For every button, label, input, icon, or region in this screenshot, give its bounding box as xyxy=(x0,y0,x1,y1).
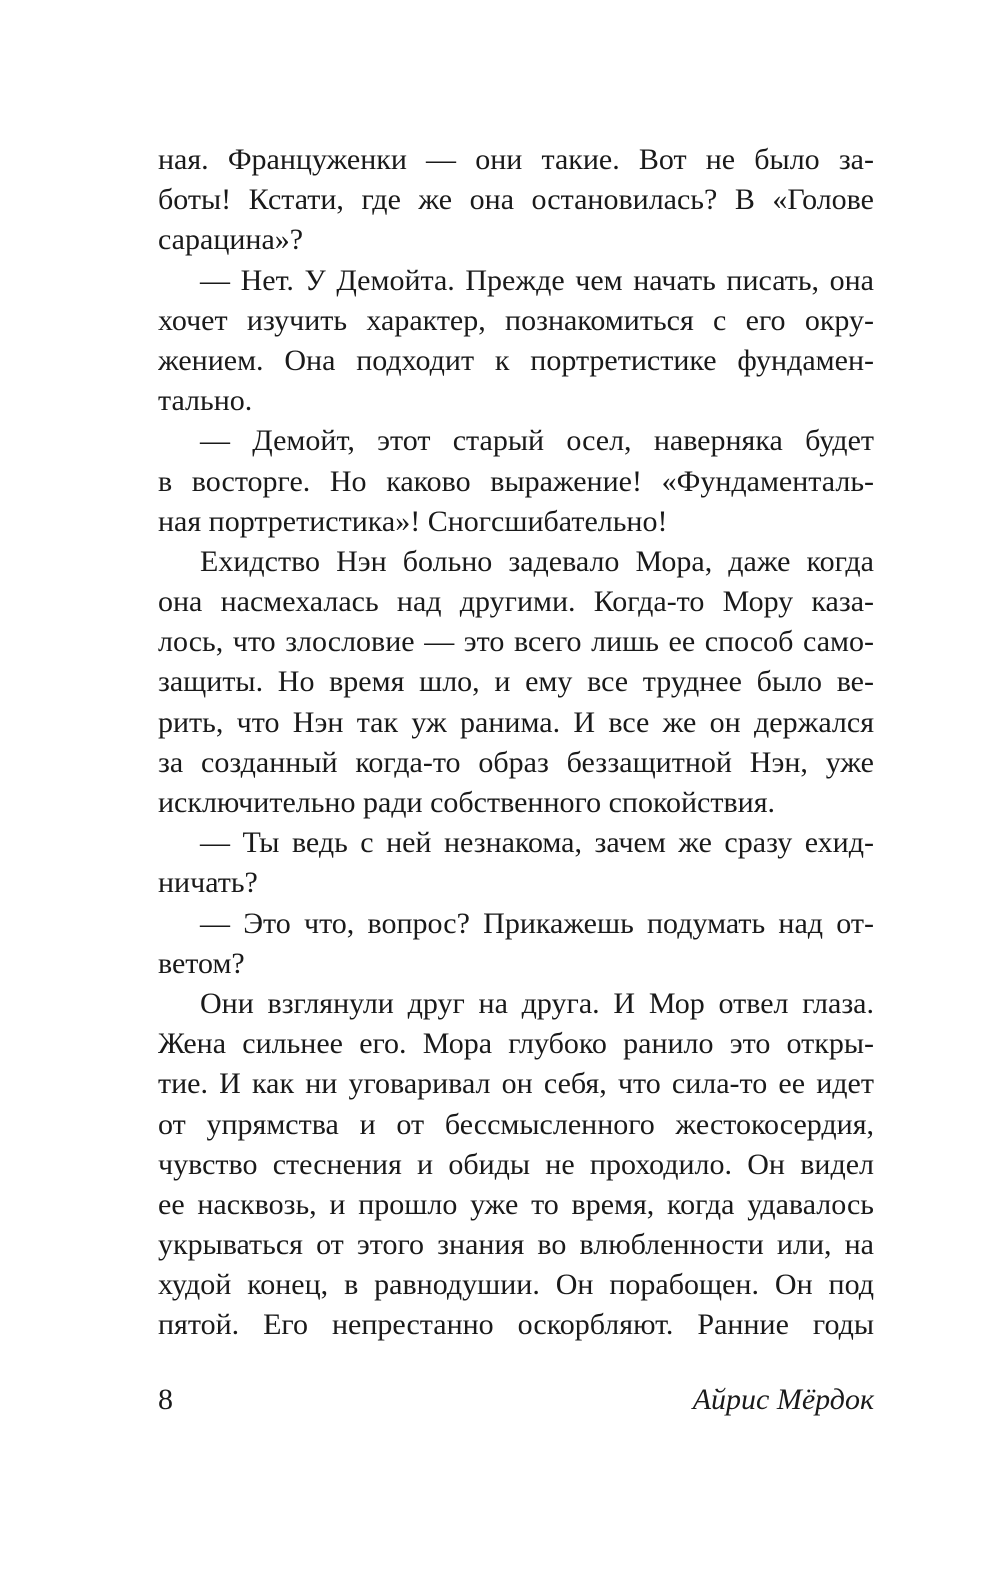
page-footer xyxy=(158,1380,874,1420)
text-line: сарацина»? xyxy=(158,223,304,257)
text-line: ничать? xyxy=(158,866,258,900)
text-line: рить, что Нэн так уж ранима. И все же он держался xyxy=(158,705,874,739)
text-line: боты! Кстати, где же она остановилась? В «Голове xyxy=(158,183,874,217)
text-line: — Это что, вопрос? Прикажешь подумать над от- xyxy=(200,906,874,940)
text-line: — Демойт, этот старый осел, наверняка будет xyxy=(200,424,874,458)
text-line: защиты. Но время шло, и ему все труднее было ве- xyxy=(158,665,874,699)
text-line: худой конец, в равнодушии. Он порабощен. Он под xyxy=(158,1268,874,1302)
text-line: лось, что злословие — это всего лишь ее способ само- xyxy=(158,625,874,659)
text-line: ветом? xyxy=(158,946,245,980)
text-line: в восторге. Но каково выражение! «Фундаменталь- xyxy=(158,464,874,498)
text-line: ная. Француженки — они такие. Вот не было за- xyxy=(158,143,874,176)
page-number: 8 xyxy=(158,1383,173,1416)
text-line: — Нет. У Демойта. Прежде чем начать писать, она xyxy=(200,263,874,297)
text-line: — Ты ведь с ней незнакома, зачем же сразу ехид- xyxy=(200,826,874,860)
text-line: Ехидство Нэн больно задевало Мора, даже когда xyxy=(200,544,874,578)
text-line: ная портретистика»! Сногсшибательно! xyxy=(158,504,668,538)
text-line: Они взглянули друг на друга. И Мор отвел глаза. xyxy=(200,986,874,1020)
text-line: чувство стеснения и обиды не проходило. Он видел xyxy=(158,1147,874,1181)
page-body xyxy=(158,140,874,1346)
text-line: за созданный когда-то образ беззащитной Нэн, уже xyxy=(158,745,874,779)
text-line: ее насквозь, и прошло уже то время, когда удавалось xyxy=(158,1187,874,1221)
text-line: она насмехалась над другими. Когда-то Мору каза- xyxy=(158,585,874,619)
text-line: от упрямства и от бессмысленного жестокосердия, xyxy=(158,1107,874,1141)
text-line: исключительно ради собственного спокойствия. xyxy=(158,786,775,819)
text-line: тально. xyxy=(158,384,253,418)
text-line: Жена сильнее его. Мора глубоко ранило это откры- xyxy=(158,1027,874,1061)
text-line: укрываться от этого знания во влюбленности или, на xyxy=(158,1228,874,1262)
text-line: тие. И как ни уговаривал он себя, что сила-то ее идет xyxy=(158,1067,874,1101)
text-line: жением. Она подходит к портретистике фундамен- xyxy=(158,343,874,377)
text-line: хочет изучить характер, познакомиться с его окру- xyxy=(158,303,874,337)
text-line: пятой. Его непрестанно оскорбляют. Ранние годы xyxy=(158,1308,874,1342)
running-footer-author: Айрис Мёрдок xyxy=(692,1383,874,1416)
